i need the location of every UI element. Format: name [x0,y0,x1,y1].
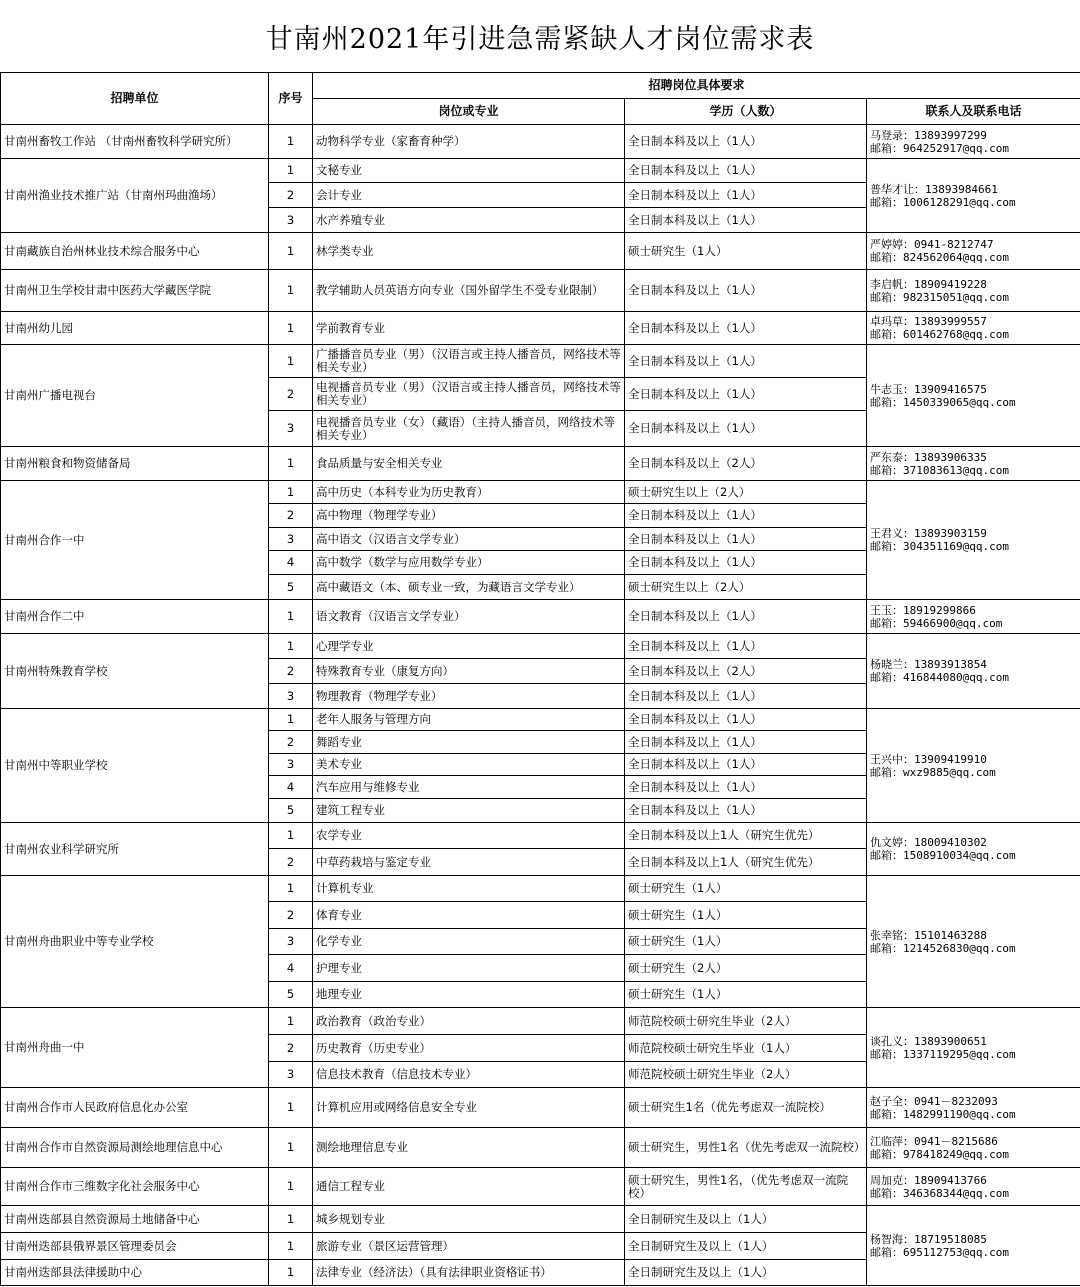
education-cell: 全日制本科及以上（1人） [625,312,867,345]
education-cell: 全日制本科及以上（1人） [625,731,867,754]
table-row [1,1008,1080,1035]
contact-cell [867,1128,1080,1168]
education-cell: 全日制本科及以上（1人） [625,270,867,312]
seq-cell: 5 [269,575,313,600]
education-cell: 全日制本科及以上（1人） [625,504,867,528]
recruitment-table [0,72,1080,1286]
education-cell: 硕士研究生，男性1名（优先考虑双一流院校） [625,1128,867,1168]
position-cell: 体育专业 [313,902,625,929]
contact-email: 邮箱：371083613@qq.com [870,463,1009,477]
contact-name-phone: 严东泰：13893906335 [870,450,987,464]
education-cell: 全日制本科及以上（1人） [625,528,867,551]
position-cell: 教学辅助人员英语方向专业（国外留学生不受专业限制） [313,270,625,312]
seq-cell: 3 [269,929,313,955]
contact-cell [867,270,1080,312]
contact-cell [867,125,1080,159]
seq-cell: 4 [269,955,313,982]
seq-cell: 3 [269,208,313,233]
seq-cell: 1 [269,1128,313,1168]
contact-email: 邮箱：1482991190@qq.com [870,1107,1016,1121]
table-row [1,270,1080,312]
contact-cell [867,876,1080,1008]
contact-cell [867,312,1080,345]
contact-email: 邮箱：59466900@qq.com [870,616,1003,630]
position-cell: 学前教育专业 [313,312,625,345]
table-row [1,1088,1080,1128]
contact-name-phone: 马登录：13893997299 [870,128,987,142]
education-cell: 全日制研究生及以上（1人） [625,1260,867,1286]
education-cell: 全日制本科及以上（1人） [625,634,867,659]
unit-cell: 甘南州卫生学校甘肃中医药大学藏医学院 [1,270,269,312]
unit-cell: 甘南州合作一中 [1,481,269,600]
position-cell: 舞蹈专业 [313,731,625,754]
position-cell: 美术专业 [313,754,625,776]
seq-cell: 1 [269,270,313,312]
seq-cell: 4 [269,776,313,799]
seq-cell: 3 [269,411,313,447]
table-row [1,125,1080,159]
education-cell: 全日制本科及以上（1人） [625,754,867,776]
seq-cell: 1 [269,634,313,659]
contact-name-phone: 杨晓兰：13893913854 [870,658,987,671]
table-row [1,600,1080,634]
education-cell: 全日制研究生及以上（1人） [625,1206,867,1233]
contact-cell [867,823,1080,876]
page-title: 甘南州2021年引进急需紧缺人才岗位需求表 [265,23,815,55]
contact-cell [867,233,1080,270]
unit-cell: 甘南州广播电视台 [1,345,269,447]
seq-cell: 1 [269,600,313,634]
contact-name-phone: 普华才让：13893984661 [870,182,998,196]
seq-cell: 2 [269,659,313,684]
position-cell: 通信工程专业 [313,1168,625,1206]
seq-cell: 5 [269,799,313,823]
unit-cell: 甘南州合作二中 [1,600,269,634]
unit-cell: 甘南州迭部县法律援助中心 [1,1260,269,1286]
table-row [1,481,1080,504]
seq-cell: 3 [269,1062,313,1088]
header-seq: 序号 [269,73,313,125]
contact-email: 邮箱：1337119295@qq.com [870,1047,1016,1061]
seq-cell: 1 [269,159,313,183]
contact-name-phone: 李启帆：18909419228 [870,277,987,291]
contact-name-phone: 王兴中：13909419910 [870,752,987,766]
education-cell: 硕士研究生（1人） [625,929,867,955]
contact-cell [867,1206,1080,1286]
position-cell: 汽车应用与维修专业 [313,776,625,799]
table-row [1,312,1080,345]
seq-cell: 2 [269,849,313,876]
unit-cell: 甘南藏族自治州林业技术综合服务中心 [1,233,269,270]
unit-cell: 甘南州舟曲一中 [1,1008,269,1088]
seq-cell: 1 [269,1233,313,1260]
contact-name-phone: 杨智海：18719518085 [870,1232,987,1246]
position-cell: 高中数学（数学与应用数学专业） [313,551,625,575]
unit-cell: 甘南州农业科学研究所 [1,823,269,876]
contact-name-phone: 张幸铭：15101463288 [870,928,987,942]
education-cell: 师范院校硕士研究生毕业（2人） [625,1008,867,1035]
unit-cell: 甘南州迭部县自然资源局土地储备中心 [1,1206,269,1233]
table-row [1,1206,1080,1233]
contact-name-phone: 江临萍：0941－8215686 [870,1134,998,1148]
seq-cell: 1 [269,233,313,270]
unit-cell: 甘南州合作市三维数字化社会服务中心 [1,1168,269,1206]
contact-name-phone: 卓玛草：13893999557 [870,315,987,328]
position-cell: 计算机应用或网络信息安全专业 [313,1088,625,1128]
seq-cell: 5 [269,982,313,1008]
seq-cell: 1 [269,1088,313,1128]
seq-cell: 2 [269,504,313,528]
position-cell: 法律专业（经济法）（具有法律职业资格证书） [313,1260,625,1286]
position-cell: 电视播音员专业（男）（汉语言或主持人播音员，网络技术等相关专业） [313,378,625,411]
education-cell: 全日制本科及以上1人（研究生优先） [625,849,867,876]
position-cell: 建筑工程专业 [313,799,625,823]
education-cell: 师范院校硕士研究生毕业（1人） [625,1035,867,1062]
seq-cell: 1 [269,1168,313,1206]
contact-name-phone: 仇文婷：18009410302 [870,836,987,849]
position-cell: 农学专业 [313,823,625,849]
contact-email: 邮箱：304351169@qq.com [870,540,1009,553]
contact-email: 邮箱：1006128291@qq.com [870,195,1016,209]
table-row [1,159,1080,183]
header-requirements: 招聘岗位具体要求 [313,73,1080,99]
contact-name-phone: 王君义：13893903159 [870,527,987,540]
contact-email: 邮箱：978418249@qq.com [870,1147,1009,1161]
seq-cell: 2 [269,902,313,929]
seq-cell: 3 [269,684,313,709]
contact-cell [867,709,1080,823]
contact-cell [867,481,1080,600]
unit-cell: 甘南州中等职业学校 [1,709,269,823]
position-cell: 历史教育（历史专业） [313,1035,625,1062]
position-cell: 老年人服务与管理方向 [313,709,625,731]
seq-cell: 1 [269,1008,313,1035]
contact-email: 邮箱：695112753@qq.com [870,1245,1009,1259]
position-cell: 广播播音员专业（男）（汉语言或主持人播音员，网络技术等相关专业） [313,345,625,378]
education-cell: 全日制本科及以上（1人） [625,709,867,731]
unit-cell: 甘南州幼儿园 [1,312,269,345]
education-cell: 全日制本科及以上（1人） [625,345,867,378]
unit-cell: 甘南州畜牧工作站 （甘南州畜牧科学研究所） [1,125,269,159]
education-cell: 全日制本科及以上（1人） [625,208,867,233]
header-unit: 招聘单位 [1,73,269,125]
seq-cell: 1 [269,876,313,902]
unit-cell: 甘南州渔业技术推广站（甘南州玛曲渔场） [1,159,269,233]
contact-cell [867,1008,1080,1088]
header-education: 学历（人数） [625,99,867,125]
contact-cell [867,600,1080,634]
education-cell: 全日制本科及以上（1人） [625,159,867,183]
table-row [1,1128,1080,1168]
education-cell: 全日制本科及以上（1人） [625,411,867,447]
seq-cell: 1 [269,312,313,345]
position-cell: 水产养殖专业 [313,208,625,233]
table-row [1,447,1080,481]
position-cell: 文秘专业 [313,159,625,183]
education-cell: 硕士研究生1名（优先考虑双一流院校） [625,1088,867,1128]
seq-cell: 1 [269,447,313,481]
contact-name-phone: 周加克：18909413766 [870,1173,987,1187]
education-cell: 硕士研究生，男性1名，（优先考虑双一流院校） [625,1168,867,1206]
seq-cell: 1 [269,1260,313,1286]
position-cell: 计算机专业 [313,876,625,902]
contact-email: 邮箱：824562064@qq.com [870,251,1009,264]
header-contact: 联系人及联系电话 [867,99,1080,125]
education-cell: 硕士研究生（1人） [625,876,867,902]
position-cell: 中草药栽培与鉴定专业 [313,849,625,876]
contact-email: 邮箱：wxz9885@qq.com [870,765,996,779]
contact-name-phone: 谈孔义：13893900651 [870,1034,987,1048]
contact-name-phone: 严婷婷：0941-8212747 [870,238,994,251]
position-cell: 食品质量与安全相关专业 [313,447,625,481]
table-body [1,125,1080,1286]
education-cell: 硕士研究生以上（2人） [625,575,867,600]
seq-cell: 1 [269,125,313,159]
unit-cell: 甘南州特殊教育学校 [1,634,269,709]
education-cell: 硕士研究生（1人） [625,902,867,929]
seq-cell: 3 [269,754,313,776]
contact-cell [867,345,1080,447]
seq-cell: 4 [269,551,313,575]
contact-email: 邮箱：601462768@qq.com [870,328,1009,341]
unit-cell: 甘南州舟曲职业中等专业学校 [1,876,269,1008]
position-cell: 测绘地理信息专业 [313,1128,625,1168]
seq-cell: 3 [269,528,313,551]
education-cell: 硕士研究生以上（2人） [625,481,867,504]
unit-cell: 甘南州迭部县俄界景区管理委员会 [1,1233,269,1260]
education-cell: 硕士研究生（1人） [625,233,867,270]
education-cell: 全日制本科及以上（1人） [625,600,867,634]
table-row [1,634,1080,659]
seq-cell: 2 [269,1035,313,1062]
contact-name-phone: 王玉：18919299866 [870,603,976,617]
position-cell: 电视播音员专业（女）（藏语）（主持人播音员，网络技术等相关专业） [313,411,625,447]
position-cell: 地理专业 [313,982,625,1008]
contact-cell [867,1168,1080,1206]
table-row [1,345,1080,378]
education-cell: 全日制本科及以上1人（研究生优先） [625,823,867,849]
seq-cell: 2 [269,731,313,754]
contact-name-phone: 牛志玉：13909416575 [870,382,987,396]
table-row [1,1168,1080,1206]
education-cell: 全日制本科及以上（1人） [625,551,867,575]
position-cell: 物理教育（物理学专业） [313,684,625,709]
seq-cell: 1 [269,481,313,504]
education-cell: 全日制本科及以上（1人） [625,125,867,159]
education-cell: 硕士研究生（2人） [625,955,867,982]
header-position: 岗位或专业 [313,99,625,125]
education-cell: 全日制研究生及以上（1人） [625,1233,867,1260]
table-row [1,233,1080,270]
position-cell: 心理学专业 [313,634,625,659]
contact-cell [867,447,1080,481]
position-cell: 特殊教育专业（康复方向） [313,659,625,684]
contact-email: 邮箱：1508910034@qq.com [870,849,1016,862]
contact-email: 邮箱：982315051@qq.com [870,290,1009,304]
position-cell: 会计专业 [313,183,625,208]
contact-email: 邮箱：1214526830@qq.com [870,941,1016,955]
seq-cell: 2 [269,378,313,411]
education-cell: 全日制本科及以上（1人） [625,183,867,208]
seq-cell: 2 [269,183,313,208]
position-cell: 高中物理（物理学专业） [313,504,625,528]
education-cell: 全日制本科及以上（1人） [625,378,867,411]
seq-cell: 1 [269,345,313,378]
contact-email: 邮箱：964252917@qq.com [870,141,1009,155]
position-cell: 动物科学专业（家畜育种学） [313,125,625,159]
seq-cell: 1 [269,1206,313,1233]
seq-cell: 1 [269,709,313,731]
position-cell: 信息技术教育（信息技术专业） [313,1062,625,1088]
education-cell: 硕士研究生（1人） [625,982,867,1008]
contact-cell [867,1088,1080,1128]
table-row [1,876,1080,902]
seq-cell: 1 [269,823,313,849]
position-cell: 语文教育（汉语言文学专业） [313,600,625,634]
position-cell: 高中语文（汉语言文学专业） [313,528,625,551]
position-cell: 高中藏语文（本、硕专业一致，为藏语言文学专业） [313,575,625,600]
position-cell: 旅游专业（景区运营管理） [313,1233,625,1260]
position-cell: 林学类专业 [313,233,625,270]
contact-name-phone: 赵子全：0941－8232093 [870,1094,998,1108]
contact-cell [867,159,1080,233]
unit-cell: 甘南州合作市人民政府信息化办公室 [1,1088,269,1128]
education-cell: 全日制本科及以上（1人） [625,776,867,799]
position-cell: 高中历史（本科专业为历史教育） [313,481,625,504]
position-cell: 政治教育（政治专业） [313,1008,625,1035]
position-cell: 护理专业 [313,955,625,982]
education-cell: 全日制本科及以上（2人） [625,447,867,481]
contact-email: 邮箱：416844080@qq.com [870,671,1009,684]
education-cell: 全日制本科及以上（1人） [625,799,867,823]
contact-cell [867,634,1080,709]
education-cell: 全日制本科及以上（1人） [625,684,867,709]
contact-email: 邮箱：346368344@qq.com [870,1186,1009,1200]
unit-cell: 甘南州合作市自然资源局测绘地理信息中心 [1,1128,269,1168]
table-row [1,823,1080,849]
education-cell: 师范院校硕士研究生毕业（2人） [625,1062,867,1088]
table-row [1,709,1080,731]
unit-cell: 甘南州粮食和物资储备局 [1,447,269,481]
education-cell: 全日制本科及以上（2人） [625,659,867,684]
contact-email: 邮箱：1450339065@qq.com [870,395,1016,409]
position-cell: 化学专业 [313,929,625,955]
position-cell: 城乡规划专业 [313,1206,625,1233]
